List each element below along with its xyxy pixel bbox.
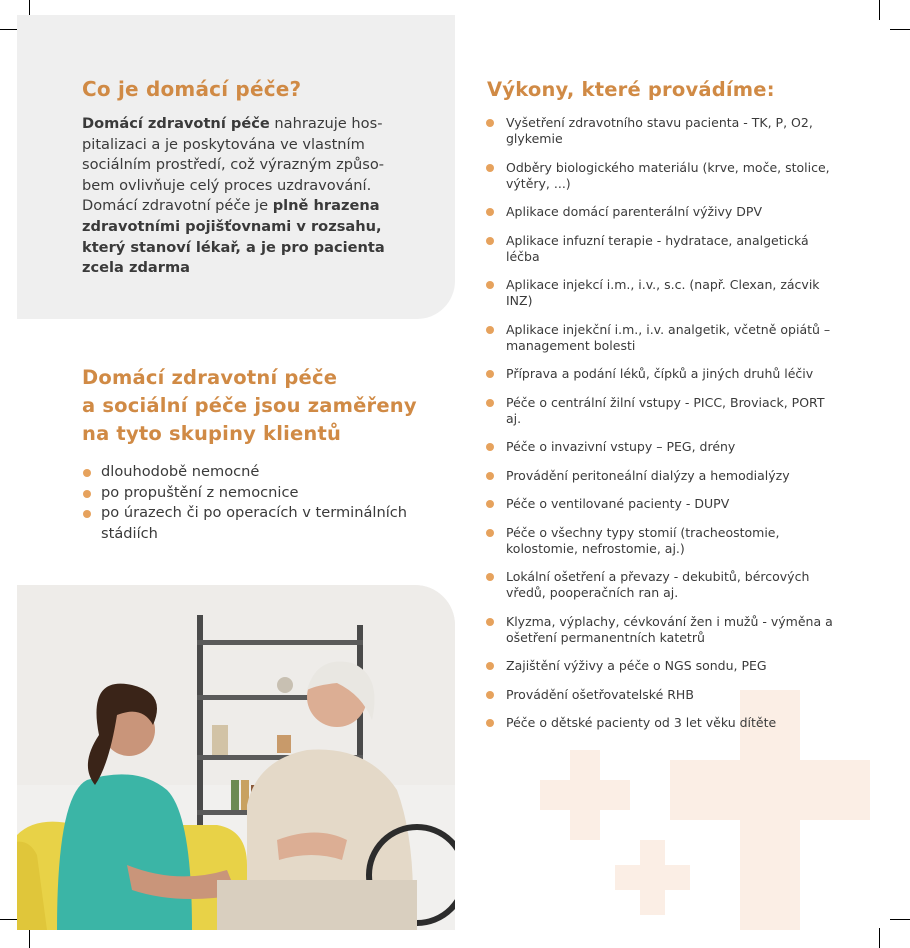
list-item: Aplikace domácí parenterální výživy DPV [486,204,836,220]
list-item: po úrazech či po operacích v terminálních stádiích [82,503,442,544]
list-item: Klyzma, výplachy, cévkování žen i mužů - výměna a ošetření permanentních katetrů [486,614,836,646]
list-item: Péče o invazivní vstupy – PEG, drény [486,439,836,455]
clients-heading-line: Domácí zdravotní péče [82,366,338,389]
list-item: Péče o ventilované pacienty - DUPV [486,496,836,512]
list-item: dlouhodobě nemocné [82,462,442,483]
services-heading: Výkony, které provádíme: [487,78,775,101]
list-item: po propuštění z nemocnice [82,483,442,504]
intro-heading: Co je domácí péče? [82,77,302,101]
list-item: Péče o dětské pacienty od 3 let věku dítěte [486,715,836,731]
services-list [486,115,836,731]
clients-heading-line: a sociální péče jsou zaměřeny [82,394,417,417]
crop-mark [890,29,910,30]
clients-list [82,462,442,544]
list-item: Aplikace injekční i.m., i.v. analgetik, včetně opiátů – management bolesti [486,322,836,354]
intro-part: nahrazuje hospitalizaci a je poskytována ve vlastním sociálním prostředí, což výrazným způsobem ovlivňuje celý proces uzdravování. Domácí zdravotní péče je [82,115,385,215]
list-item: Odběry biologického materiálu (krve, moče, stolice, výtěry, ...) [486,160,836,192]
crop-mark [879,0,880,20]
list-item: Příprava a podání léků, čípků a jiných druhů léčiv [486,366,836,382]
list-item: Vyšetření zdravotního stavu pacienta - TK, P, O2, glykemie [486,115,836,147]
intro-text [82,114,400,279]
list-item: Péče o centrální žilní vstupy - PICC, Broviack, PORT aj. [486,395,836,427]
intro-part: plně hrazena zdravotními pojišťovnami v rozsahu, který stanoví lékař, a je pro pacienta zcela zdarma [82,197,385,277]
clients-heading-line: na tyto skupiny klientů [82,422,342,445]
caregiver-photo [17,585,455,930]
crop-mark [29,928,30,948]
list-item: Lokální ošetření a převazy - dekubitů, bércových vředů, pooperačních ran aj. [486,569,836,601]
list-item: Provádění ošetřovatelské RHB [486,687,836,703]
intro-part: Domácí zdravotní péče [82,115,270,132]
list-item: Zajištění výživy a péče o NGS sondu, PEG [486,658,836,674]
list-item: Péče o všechny typy stomií (tracheostomie, kolostomie, nefrostomie, aj.) [486,525,836,557]
list-item: Provádění peritoneální dialýzy a hemodialýzy [486,468,836,484]
clients-heading [82,364,417,448]
list-item: Aplikace infuzní terapie - hydratace, analgetická léčba [486,233,836,265]
list-item: Aplikace injekcí i.m., i.v., s.c. (např. Clexan, zácvik INZ) [486,277,836,309]
